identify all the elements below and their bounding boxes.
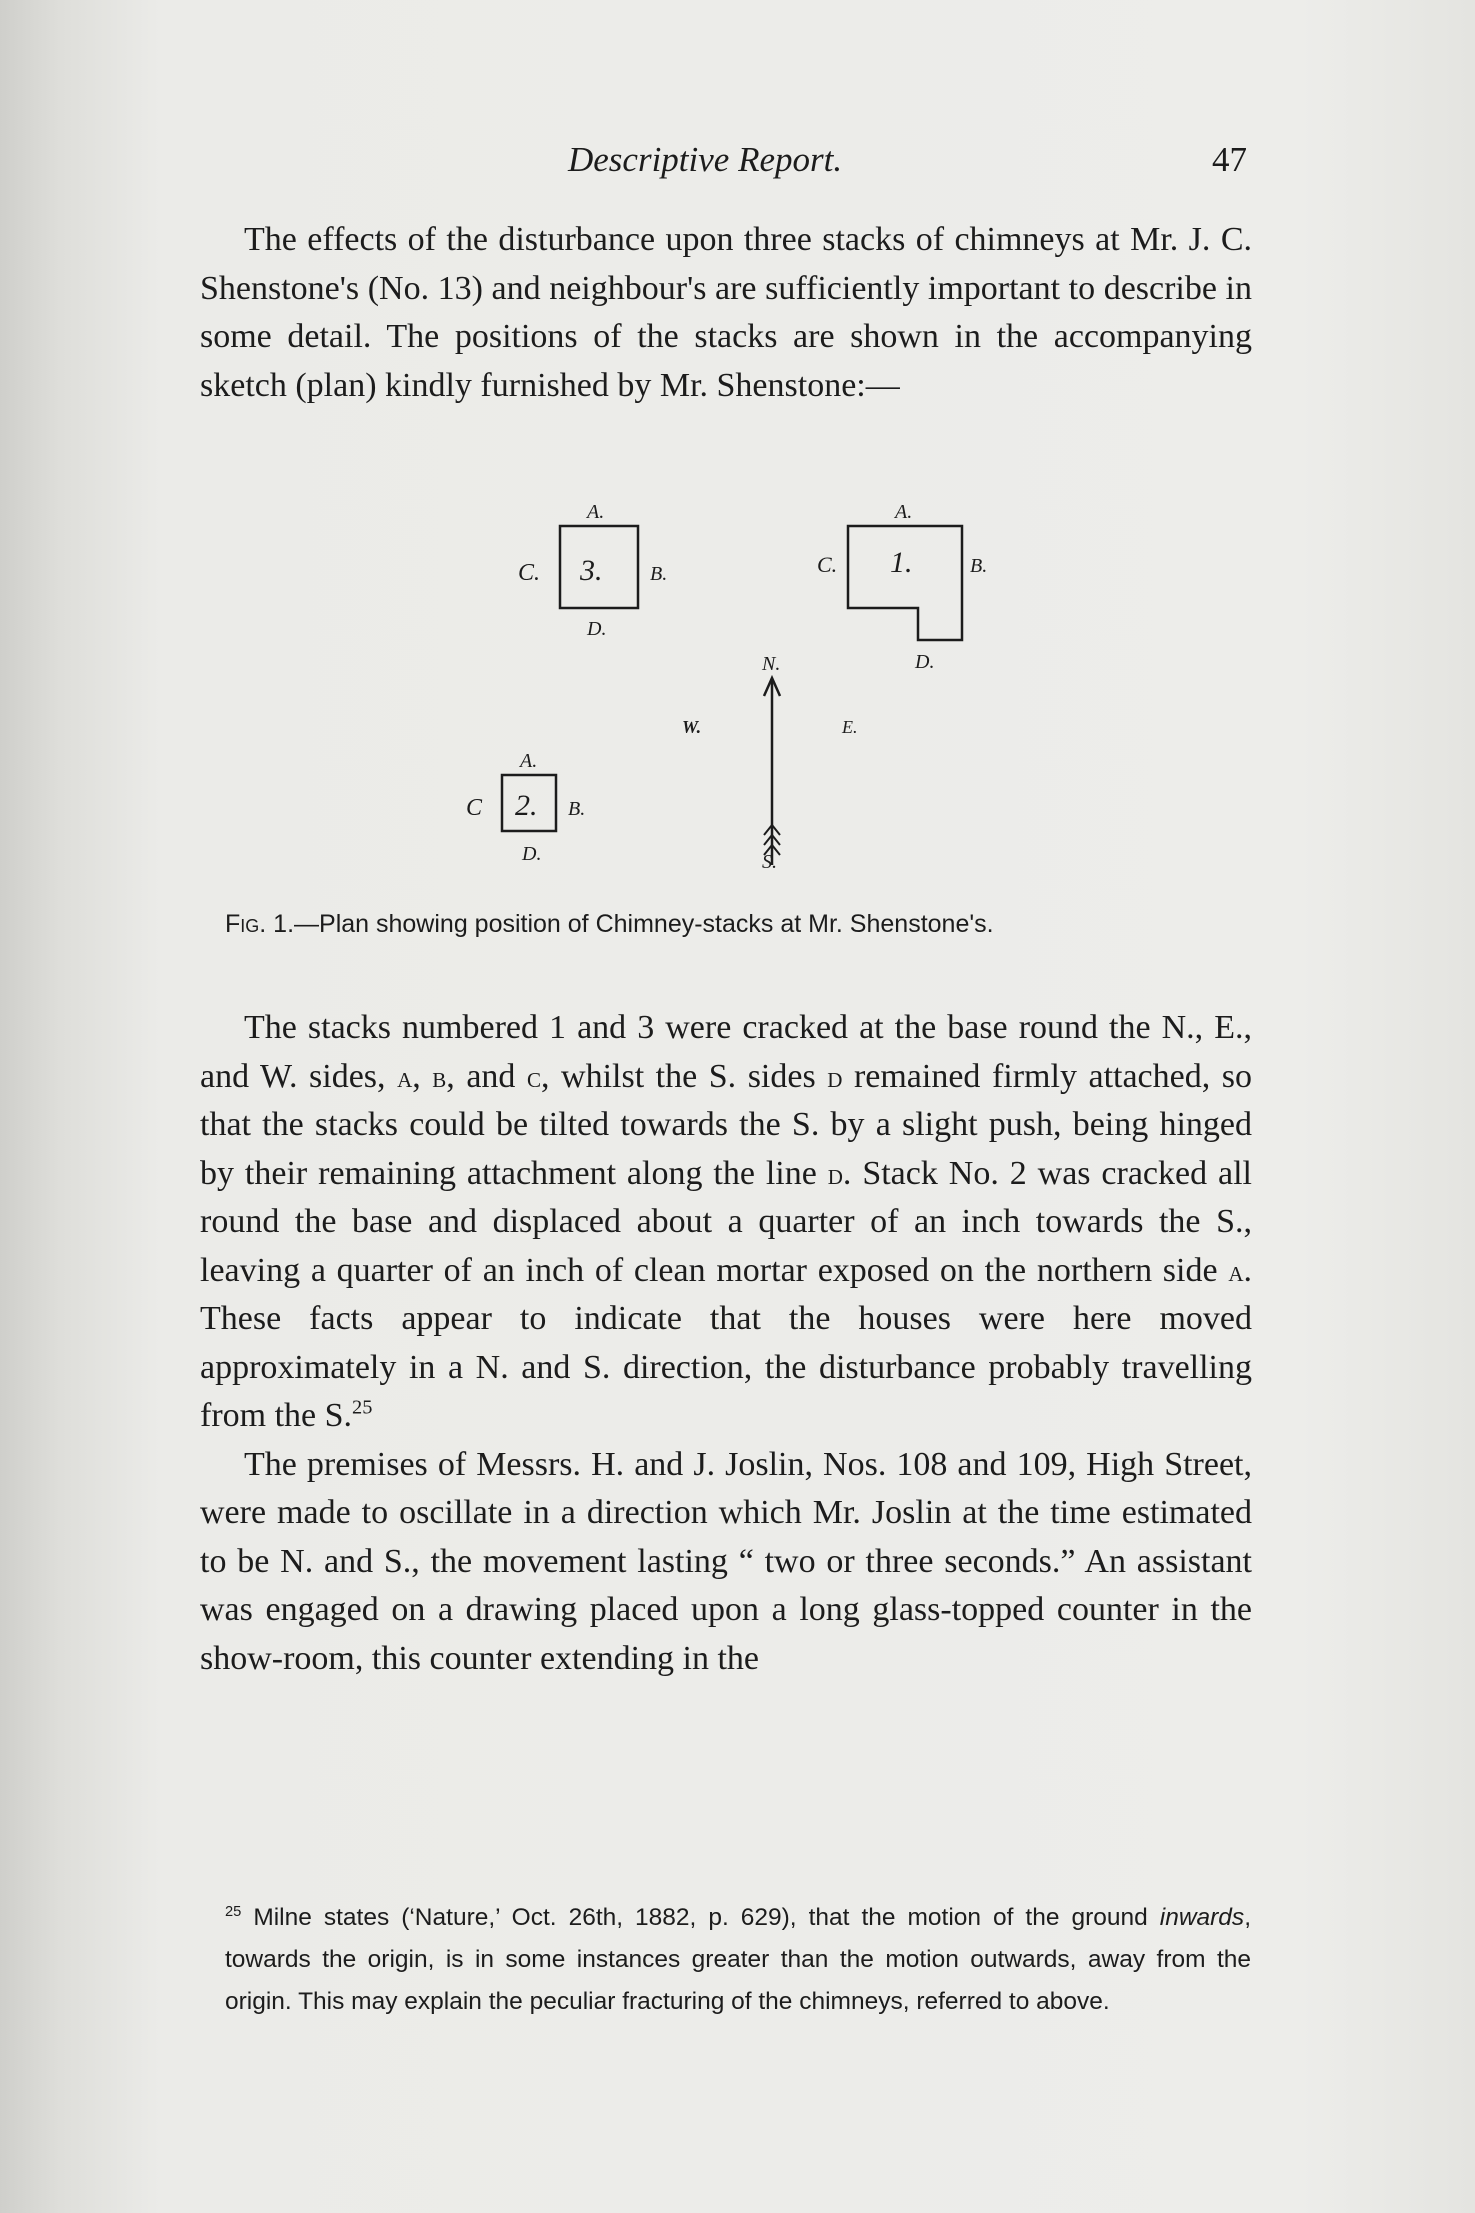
paragraph-stacks [200,1004,1252,1683]
stack-2-side-c: C [466,795,483,821]
side-label-b: b [432,1059,447,1094]
text-run: . Stack No. 2 was cracked all round the base and displaced about a quarter of an inch towards the S., leaving a quarter of an inch of clean mortar exposed on the northern side [200,1154,1253,1289]
running-title: Descriptive Report. [568,140,843,179]
text-run: , and [446,1057,527,1095]
side-label-a: a [397,1059,413,1094]
text-run: , [412,1057,433,1095]
paragraph-chimney-effects [200,216,1252,410]
chimney-plan-figure [440,500,1280,880]
stack-1-side-d: D. [915,651,935,673]
footnote-run: , towards the origin, is in some instances greater than the motion outwards, away from the origin. This may explain the peculiar fracturing of the chimneys, referred to above. [225,1904,1251,2015]
stack-3-side-a: A. [587,501,605,523]
north-south-arrow [682,653,858,873]
stack-3-side-d: D. [587,618,607,640]
compass-east: E. [842,717,858,737]
stack-2-side-b: B. [568,798,586,820]
stack-3-side-b: B. [650,563,668,585]
text-run: The stacks numbered 1 and 3 were cracked at the base round the N., E., and W. sides, [200,1009,1252,1095]
stack-2-side-a: A. [520,750,538,772]
stack-1-number: 1. [890,546,913,579]
paragraph-text: The effects of the disturbance upon three stacks of chimneys at Mr. J. C. Shenstone's (No. 13) and neighbour's are sufficiently important to describe in some detail. The positions of the stacks are shown in the accompanying sketch (plan) kindly furnished by Mr. Shenstone:— [200,221,1252,404]
stack-2 [466,750,585,865]
text-run: remained firmly attached, so that the stacks could be tilted towards the S. by a slight push, being hinged by their remaining attachment along the line [200,1057,1253,1192]
footnote-text [225,1897,1251,2023]
chimney-plan-diagram [440,500,1280,880]
side-label-a: a [1228,1253,1244,1288]
side-label-c: c [526,1059,541,1094]
figure-label: Fig. 1. [225,910,295,938]
stack-1-side-c: C. [817,552,838,577]
stack-2-number: 2. [515,789,538,822]
footnote-number: 25 [225,1903,242,1920]
side-label-d: d [827,1059,843,1094]
page-number: 47 [1212,140,1247,179]
compass-south: S. [762,851,777,873]
page-header [0,140,1475,190]
stack-2-side-d: D. [522,843,542,865]
compass-west: W. [682,717,702,737]
footnote-run: Milne states (‘Nature,’ Oct. 26th, 1882, p. 629), that the motion of the ground [241,1904,1160,1931]
figure-caption [225,910,1265,939]
footnote-25 [225,1897,1251,2023]
stack-1-side-b: B. [970,555,988,577]
text-run: , whilst the S. sides [540,1057,828,1095]
stack-1-side-a: A. [895,501,913,523]
text-run: . These facts appear to indicate that the houses were here moved approximately in a N. and S. direction, the disturbance probably travelling from the S. [200,1251,1252,1434]
compass-north: N. [762,653,781,675]
paragraph-stacks-text [200,1004,1252,1441]
stack-3 [518,501,667,640]
side-label-d: d [827,1156,843,1191]
footnote-emphasis: inwards [1159,1904,1245,1931]
figure-caption-text: —Plan showing position of Chimney-stacks at Mr. Shenstone's. [294,910,994,938]
stack-1-outline [848,526,962,640]
stack-3-side-c: C. [518,560,541,586]
stack-3-number: 3. [580,554,603,587]
stack-1 [817,501,987,673]
footnote-reference[interactable]: 25 [352,1396,373,1419]
paragraph-joslin: The premises of Messrs. H. and J. Joslin, Nos. 108 and 109, High Street, were made to oscillate in a direction which Mr. Joslin at the time estimated to be N. and S., the movement lasting “ two or three seconds.” An assistant was engaged on a drawing placed upon a long glass-topped counter in the show-room, this counter extending in the [200,1445,1252,1677]
